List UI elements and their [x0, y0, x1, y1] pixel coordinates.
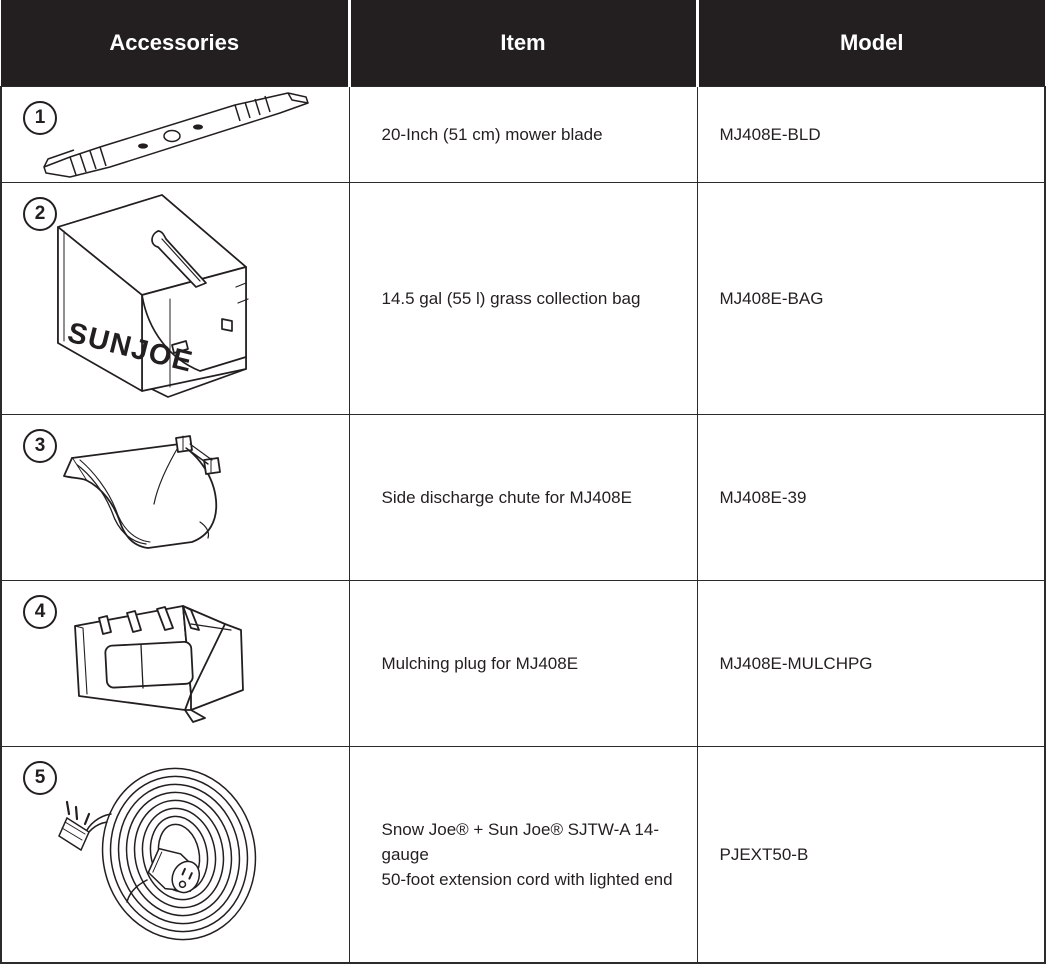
- item-number-badge: 2: [23, 197, 57, 231]
- extension-cord-icon: [55, 762, 295, 947]
- table-row: [1, 414, 1045, 580]
- item-number-badge: 1: [23, 101, 57, 135]
- item-description-line-2: 50-foot extension cord with lighted end: [381, 869, 673, 889]
- item-number-badge: 3: [23, 429, 57, 463]
- model-number: MJ408E-BAG: [697, 182, 1045, 414]
- illustration-container: [2, 87, 349, 182]
- table-header: [1, 0, 1045, 86]
- accessory-cell: [1, 580, 349, 746]
- item-description: [349, 746, 697, 963]
- table-row: [1, 580, 1045, 746]
- table-row: [1, 746, 1045, 963]
- mower-blade-icon: [30, 89, 320, 179]
- table-row: [1, 86, 1045, 182]
- column-header-model: Model: [697, 0, 1045, 86]
- item-description: 20-Inch (51 cm) mower blade: [349, 86, 697, 182]
- accessory-cell: [1, 414, 349, 580]
- item-description: 14.5 gal (55 l) grass collection bag: [349, 182, 697, 414]
- table-row: [1, 182, 1045, 414]
- item-number-badge: 4: [23, 595, 57, 629]
- model-number: MJ408E-39: [697, 414, 1045, 580]
- item-description: Side discharge chute for MJ408E: [349, 414, 697, 580]
- item-description-line-1: Snow Joe® + Sun Joe® SJTW-A 14-gauge: [381, 819, 660, 864]
- model-number: MJ408E-BLD: [697, 86, 1045, 182]
- table-body: [1, 86, 1045, 963]
- accessory-cell: [1, 182, 349, 414]
- item-number-badge: 5: [23, 761, 57, 795]
- header-row: [1, 0, 1045, 86]
- grass-collection-bag-icon: [50, 191, 300, 406]
- column-header-accessories: Accessories: [1, 0, 349, 86]
- brand-label: SUNJOE: [64, 316, 197, 379]
- side-discharge-chute-icon: [50, 430, 300, 565]
- accessory-cell: [1, 86, 349, 182]
- model-number: PJEXT50-B: [697, 746, 1045, 963]
- model-number: MJ408E-MULCHPG: [697, 580, 1045, 746]
- mulching-plug-icon: [65, 598, 285, 728]
- accessory-cell: [1, 746, 349, 963]
- item-description: Mulching plug for MJ408E: [349, 580, 697, 746]
- column-header-item: Item: [349, 0, 697, 86]
